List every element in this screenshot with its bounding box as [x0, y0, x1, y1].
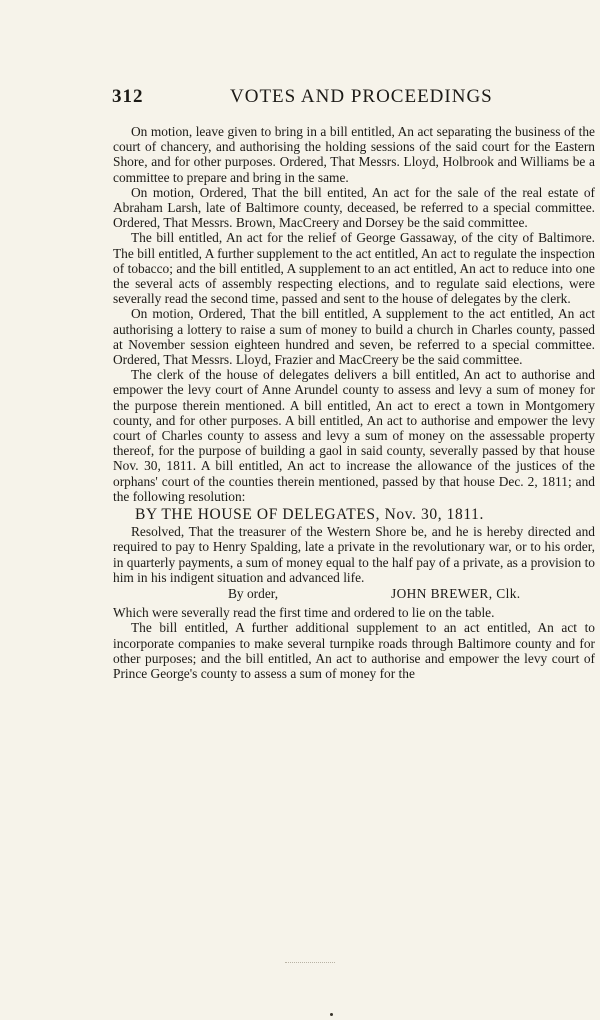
paragraph-motion-chancery: On motion, leave given to bring in a bill entitled, An act separating the business of the court of chancery, and authorising the holding sessions of the said court for the Eastern Shore, and for other purposes. Ordered, That Messrs. Lloyd, Holbrook and Williams be a committee to prepare and bring in the same. — [113, 124, 595, 185]
by-order-label: By order, — [228, 586, 279, 602]
paragraph-turnpike-bill: The bill entitled, A further additional supplement to an act entitled, An act to incorporate companies to make several turnpike roads through Baltimore county and for other purposes; and the bill entitled, An act to authorise and empower the levy court of Prince George's county to assess a sum of money for the — [113, 620, 595, 681]
paragraph-motion-lottery: On motion, Ordered, That the bill entitled, A supplement to the act entitled, An act authorising a lottery to raise a sum of money to build a church in Charles county, passed at November session eighteen hundred and seven, be referred to a special committee. Ordered, That Messrs. Lloyd, Frazier and MacCreery be the said committee. — [113, 306, 595, 368]
resolution-text: Resolved, That the treasurer of the Western Shore be, and he is hereby directed and required to pay to Henry Spalding, late a private in the revolutionary war, or to his order, in quarterly payments, a sum of money equal to the half pay of a private, as a provision to him in his indigent situation and advanced life. — [113, 524, 595, 585]
page-smudge — [285, 962, 335, 965]
paragraph-bills-second-reading: The bill entitled, An act for the relief of George Gassaway, of the city of Baltimore. The bill entitled, A further supplement to the act entitled, An act to regulate the inspection of tobacco; and the bill entitled, A supplement to an act entitled, An act to reduce into one the several acts of assembly respecting elections, and to regulate said elections, were severally read the second time, passed and sent to the house of delegates by the clerk. — [113, 230, 595, 307]
clerk-name: JOHN BREWER, Clk. — [391, 586, 521, 602]
resolution-heading: BY THE HOUSE OF DELEGATES, Nov. 30, 1811. — [135, 506, 484, 524]
resolution-signature — [113, 586, 595, 602]
ink-speck — [330, 1013, 333, 1016]
paragraph-motion-larsh-estate: On motion, Ordered, That the bill entited, An act for the sale of the real estate of Abraham Larsh, late of Baltimore county, deceased, be referred to a special committee. Ordered, That Messrs. Brown, MacCreery and Dorsey be the said committee. — [113, 184, 595, 231]
paragraph-first-reading: Which were severally read the first time and ordered to lie on the table. — [113, 605, 495, 621]
running-title: VOTES AND PROCEEDINGS — [230, 86, 493, 107]
page-body — [113, 124, 595, 681]
page-number: 312 — [112, 86, 144, 107]
paragraph-clerk-delivers-bills: The clerk of the house of delegates delivers a bill entitled, An act to authorise and empower the levy court of Anne Arundel county to assess and levy a sum of money for the purpose therein mentioned. A bill entitled, An act to erect a town in Montgomery county, and for other purposes. A bill entitled, An act to authorise and empower the levy court of Charles county to assess and levy a sum of money on the assessable property thereof, for the purpose of building a gaol in said county, severally passed by that house Nov. 30, 1811. A bill entitled, An act to increase the allowance of the justices of the orphans' court of the counties therein mentioned, passed by that house Dec. 2, 1811; and the following resolution: — [113, 367, 595, 504]
page-header — [112, 86, 502, 110]
